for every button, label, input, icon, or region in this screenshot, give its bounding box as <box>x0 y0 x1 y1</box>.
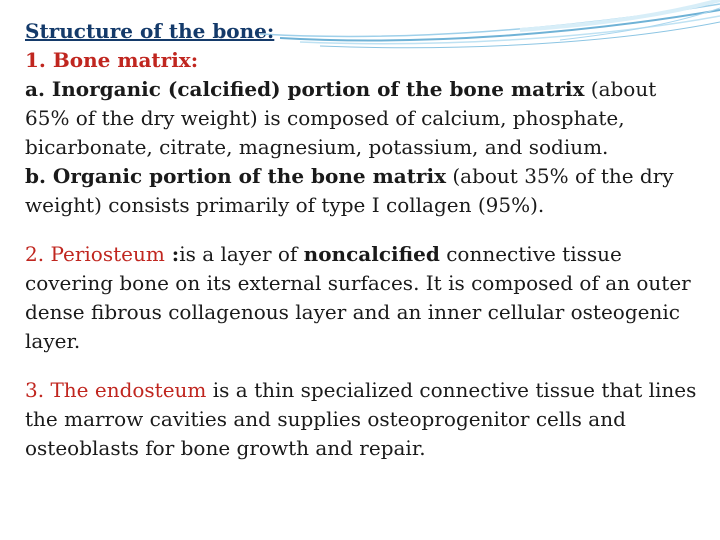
periosteum-label: 2. Periosteum <box>25 242 165 266</box>
endosteum-text: is a thin specialized connective tissue that lines the marrow cavities and supplies osteoprogenitor cells and osteoblasts for bone growth and repair. <box>25 378 697 460</box>
slide-content <box>25 17 705 463</box>
inorganic-heading: a. Inorganic (calcified) portion of the bone matrix <box>25 77 585 101</box>
bone-matrix-heading: 1. Bone matrix: <box>25 48 199 72</box>
inorganic-paragraph <box>25 75 705 162</box>
endosteum-label: 3. The endosteum <box>25 378 207 402</box>
organic-text: (about 35% of the dry weight) consists primarily of type I collagen (95%). <box>25 164 674 217</box>
periosteum-separator: : <box>164 242 180 266</box>
periosteum-paragraph <box>25 240 705 356</box>
organic-paragraph <box>25 162 705 220</box>
periosteum-text-1: is a layer of <box>179 242 304 266</box>
slide-title: Structure of the bone: <box>25 19 275 43</box>
periosteum-text-2: connective tissue covering bone on its external surfaces. It is composed of an outer dense fibrous collagenous layer and an inner cellular osteogenic layer. <box>25 242 691 353</box>
organic-heading-a: b. O <box>25 164 71 188</box>
periosteum-bold-term: noncalcified <box>303 242 440 266</box>
inorganic-text: (about 65% of the dry weight) is composed of calcium, phosphate, bicarbonate, citrate, magnesium, potassium, and sodium. <box>25 77 657 159</box>
organic-heading-b: rganic portion of the bone matrix <box>70 164 446 188</box>
endosteum-paragraph <box>25 376 705 463</box>
